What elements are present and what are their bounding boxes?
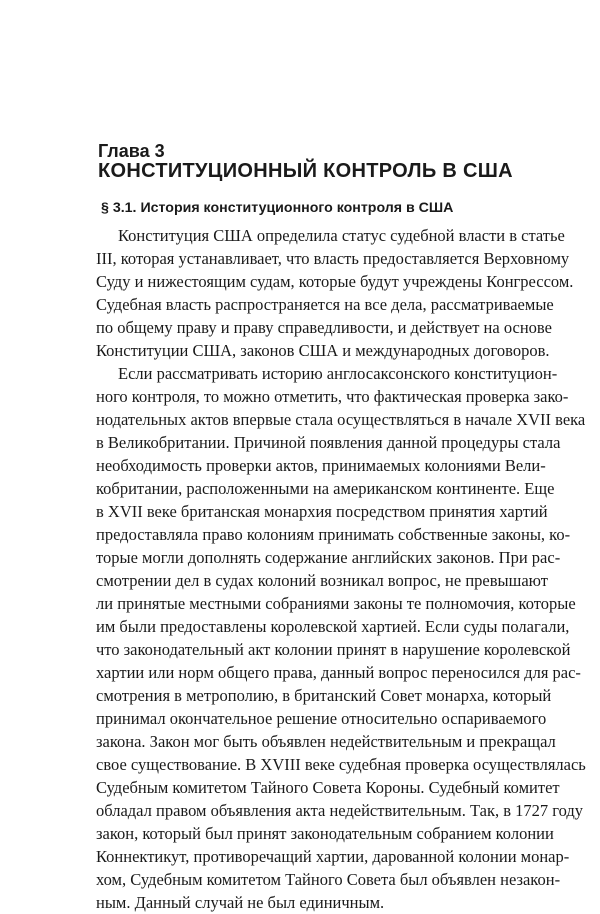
text-line: принимал окончательное решение относительно оспариваемого — [96, 709, 547, 728]
text-line: необходимость проверки актов, принимаемых колониями Вели- — [96, 456, 546, 475]
text-line: смотрения в метрополию, в британский Совет монарха, который — [96, 686, 552, 705]
text-line: смотрении дел в судах колоний возникал вопрос, не превышают — [96, 571, 548, 590]
text-line: обладал правом объявления акта недействительным. Так, в 1727 году — [96, 801, 584, 820]
text-line: Суду и нижестоящим судам, которые будут учреждены Конгрессом. — [96, 272, 574, 291]
text-line: закона. Закон мог быть объявлен недействительным и прекращал — [96, 732, 556, 751]
text-line: III, которая устанавливает, что власть предоставляется Верховному — [96, 249, 570, 268]
text-line: по общему праву и праву справедливости, и действует на основе — [96, 318, 552, 337]
text-line: в XVII веке британская монархия посредством принятия хартий — [96, 502, 548, 521]
section-heading: § 3.1. История конституционного контроля в США — [101, 200, 454, 216]
text-line: торые могли дополнять содержание английских законов. При рас- — [96, 548, 561, 567]
text-line: Судебным комитетом Тайного Совета Короны. Судебный комитет — [96, 778, 560, 797]
text-line: Если рассматривать историю англосаксонского конституцион- — [118, 364, 558, 383]
paragraph — [96, 362, 586, 914]
body-text — [96, 224, 586, 914]
text-line: хартии или норм общего права, данный вопрос переносился для рас- — [96, 663, 581, 682]
text-line: кобритании, расположенными на американском континенте. Еще — [96, 479, 555, 498]
text-line: нодательных актов впервые стала осуществляться в начале XVII века — [96, 410, 586, 429]
paragraph — [96, 224, 574, 362]
text-line: ного контроля, то можно отметить, что фактическая проверка зако- — [96, 387, 569, 406]
chapter-label: Глава 3 — [98, 141, 165, 161]
text-line: Конституции США, законов США и международных договоров. — [96, 341, 550, 360]
text-line: Конституция США определила статус судебной власти в статье — [118, 226, 565, 245]
chapter-title: КОНСТИТУЦИОННЫЙ КОНТРОЛЬ В США — [98, 160, 513, 182]
text-line: предоставляла право колониям принимать собственные законы, ко- — [96, 525, 571, 544]
text-line: закон, который был принят законодательным собранием колонии — [96, 824, 554, 843]
text-line: свое существование. В XVIII веке судебная проверка осуществлялась — [96, 755, 586, 774]
text-line: им были предоставлены королевской хартией. Если суды полагали, — [96, 617, 570, 636]
text-line: ли принятые местными собраниями законы те полномочия, которые — [96, 594, 576, 613]
text-line: ным. Данный случай не был единичным. — [96, 893, 385, 912]
text-line: что законодательный акт колонии принят в нарушение королевской — [96, 640, 571, 659]
text-line: Судебная власть распространяется на все дела, рассматриваемые — [96, 295, 554, 314]
text-line: Коннектикут, противоречащий хартии, дарованной колонии монар- — [96, 847, 570, 866]
text-line: хом, Судебным комитетом Тайного Совета был объявлен незакон- — [96, 870, 561, 889]
text-line: в Великобритании. Причиной появления данной процедуры стала — [96, 433, 561, 452]
